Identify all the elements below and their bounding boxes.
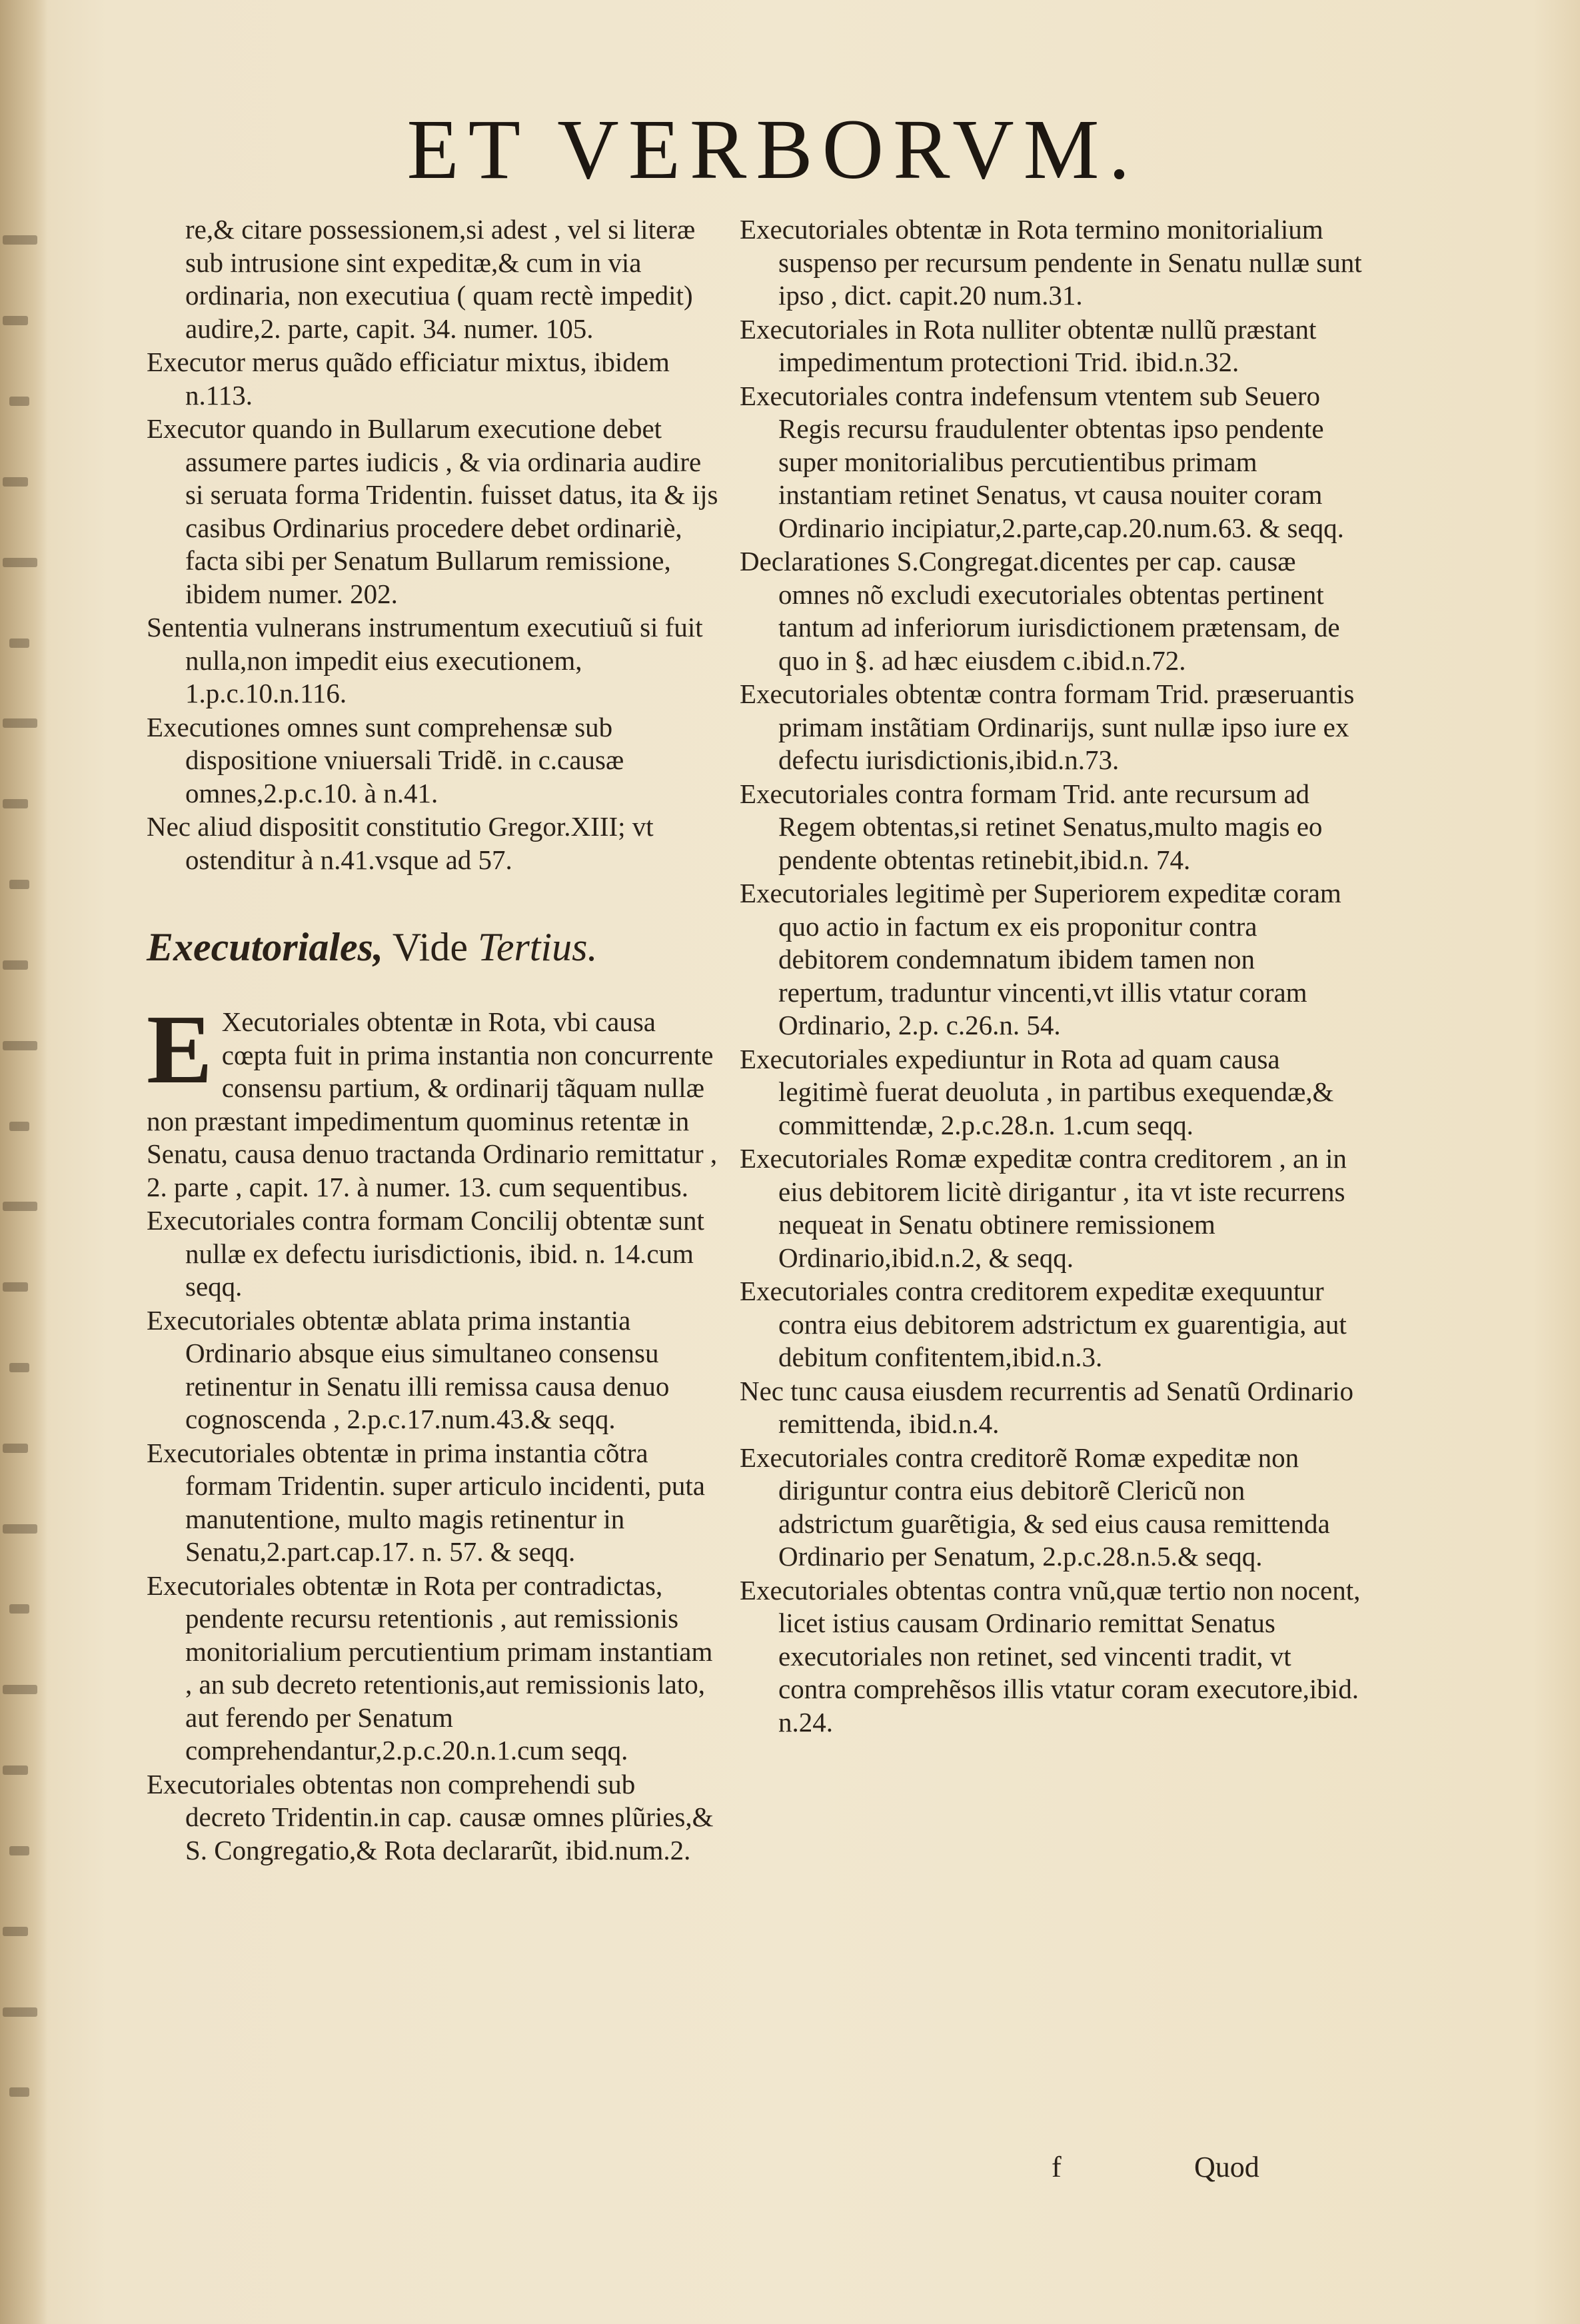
- index-entry: Executoriales contra indefensum vtentem sub Seuero Regis recursu fraudulenter obtentas ipso pendente super monitorialibus percutientibus primam instantiam retinet Senatus, vt causa nouiter coram Ordinario incipiatur,2.parte,cap.20.num.63. & seqq.: [740, 380, 1344, 543]
- index-entry-first: [147, 995, 720, 1204]
- section-see: Vide: [392, 925, 468, 969]
- section-term: Executoriales,: [147, 925, 383, 969]
- signature-mark: f: [1052, 2151, 1062, 2183]
- index-entry: Executoriales obtentæ in Rota termino monitorialium suspenso per recursum pendente in Senatu nullæ sunt ipso , dict. capit.20 num.31.: [740, 214, 1362, 311]
- index-entry: Executor merus quãdo efficiatur mixtus, ibidem n.113.: [147, 347, 670, 411]
- index-entry: Executoriales obtentæ in prima instantia cõtra formam Tridentin. super articulo incidenti, puta manutentione, multo magis retinentur in Senatu,2.part.cap.17. n. 57. & seqq.: [147, 1437, 706, 1567]
- index-entry: Executor quando in Bullarum executione debet assumere partes iudicis , & via ordinaria audire si seruata forma Tridentin. fuisset datus, ita & ijs casibus Ordinarius procedere debet ordinariè, facta sibi per Senatum Bullarum remissione, ibidem numer. 202.: [147, 413, 718, 609]
- facing-page-bleed: [3, 200, 43, 2133]
- index-entry: Executoriales obtentæ contra formam Trid. præseruantis primam instãtiam Ordinarijs, sunt nullæ ipso iure ex defectu iurisdictionis,ibid.n.73.: [740, 678, 1355, 775]
- index-entry: Executoriales in Rota nulliter obtentæ nullũ præstant impedimentum protectioni Trid. ibid.n.32.: [740, 313, 1317, 377]
- index-entry: Executoriales obtentas contra vnũ,quæ tertio non nocent, licet istius causam Ordinario remittat Senatus executoriales non retinet, sed vincenti tradit, vt contra comprehẽsos illis vtatur coram executore,ibid. n.24.: [740, 1574, 1361, 1738]
- index-entry: Executiones omnes sunt comprehensæ sub dispositione vniuersali Tridẽ. in c.causæ omnes,2.p.c.10. à n.41.: [147, 711, 624, 808]
- index-entry: Executoriales contra formam Trid. ante recursum ad Regem obtentas,si retinet Senatus,multo magis eo pendente obtentas retinebit,ibid.n. 74.: [740, 778, 1323, 875]
- index-entry: Executoriales contra formam Concilij obtentæ sunt nullæ ex defectu iurisdictionis, ibid. n. 14.cum seqq.: [147, 1205, 704, 1302]
- drop-cap: E: [147, 995, 213, 1104]
- right-column: [740, 213, 1366, 1740]
- index-entry: Executoriales expediuntur in Rota ad quam causa legitimè fuerat deuoluta , in partibus exequendæ,& committendæ, 2.p.c.28.n. 1.cum seqq.: [740, 1043, 1334, 1140]
- section-heading: [147, 923, 720, 971]
- catchword: Quod: [1194, 2151, 1259, 2183]
- index-entry: Nec aliud dispositit constitutio Gregor.XIII; vt ostenditur à n.41.vsque ad 57.: [147, 811, 654, 875]
- index-entry: Executoriales obtentas non comprehendi sub decreto Tridentin.in cap. causæ omnes plũries,& S. Congregatio,& Rota declararũt, ibid.num.2.: [147, 1768, 714, 1865]
- binding-gutter: [0, 0, 48, 2324]
- index-entry: Executoriales contra creditorẽ Romæ expeditæ non diriguntur contra eius debitorẽ Clericũ non adstrictum guarẽtigia, & sed eius causa remittenda Ordinario per Senatum, 2.p.c.28.n.5.& seqq.: [740, 1442, 1330, 1572]
- index-entry: Executoriales legitimè per Superiorem expeditæ coram quo actio in factum ex eis proponitur contra debitorem condemnatum ibidem tamen non repertum, traduntur vincenti,vt illis vtatur coram Ordinario, 2.p. c.26.n. 54.: [740, 878, 1341, 1040]
- index-entry: Declarationes S.Congregat.dicentes per cap. causæ omnes nõ excludi executoriales obtentas pertinent tantum ad inferiorum iurisdictionem prætensam, de quo in §. ad hæc eiusdem c.ibid.n.72.: [740, 546, 1340, 676]
- index-entry: Nec tunc causa eiusdem recurrentis ad Senatũ Ordinario remittenda, ibid.n.4.: [740, 1375, 1353, 1439]
- left-column: [147, 213, 720, 1867]
- index-entry: Executoriales obtentæ in Rota per contradictas, pendente recursu retentionis , aut remissionis monitorialium percutientium primam instantiam , an sub decreto retentionis,aut remissionis lato, aut ferendo per Senatum comprehendantur,2.p.c.20.n.1.cum seqq.: [147, 1570, 713, 1765]
- index-entry: re,& citare possessionem,si adest , vel si literæ sub intrusione sint expeditæ,& cum in via ordinaria, non executiua ( quam rectè impedit) audire,2. parte, capit. 34. numer. 105.: [185, 214, 696, 344]
- first-entry-text: Xecutoriales obtentæ in Rota, vbi causa cœpta fuit in prima instantia non concurrente consensu partium, & ordinarij tãquam nullæ non præstant impedimentum quominus retentæ in Senatu, causa denuo tractanda Ordinario remittatur , 2. parte , capit. 17. à numer. 13. cum sequentibus.: [147, 1006, 718, 1202]
- index-entry: Executoriales Romæ expeditæ contra creditorem , an in eius debitorem licitè dirigantur , ita vt iste recurrens nequeat in Senatu obtinere remissionem Ordinario,ibid.n.2, & seqq.: [740, 1143, 1347, 1273]
- index-entry: Executoriales contra creditorem expeditæ exequuntur contra eius debitorem adstrictum ex guarentigia, aut debitum confitentem,ibid.n.3.: [740, 1276, 1347, 1372]
- running-head: ET VERBORVM.: [406, 102, 1140, 197]
- index-entry: Executoriales obtentæ ablata prima instantia Ordinario absque eius simultaneo consensu retinentur in Senatu illi remissa causa denuo cognoscenda , 2.p.c.17.num.43.& seqq.: [147, 1304, 670, 1434]
- index-entry: Sententia vulnerans instrumentum executiuũ si fuit nulla,non impedit eius executionem, 1.p.c.10.n.116.: [147, 612, 703, 708]
- section-cross-reference: Tertius.: [477, 925, 598, 969]
